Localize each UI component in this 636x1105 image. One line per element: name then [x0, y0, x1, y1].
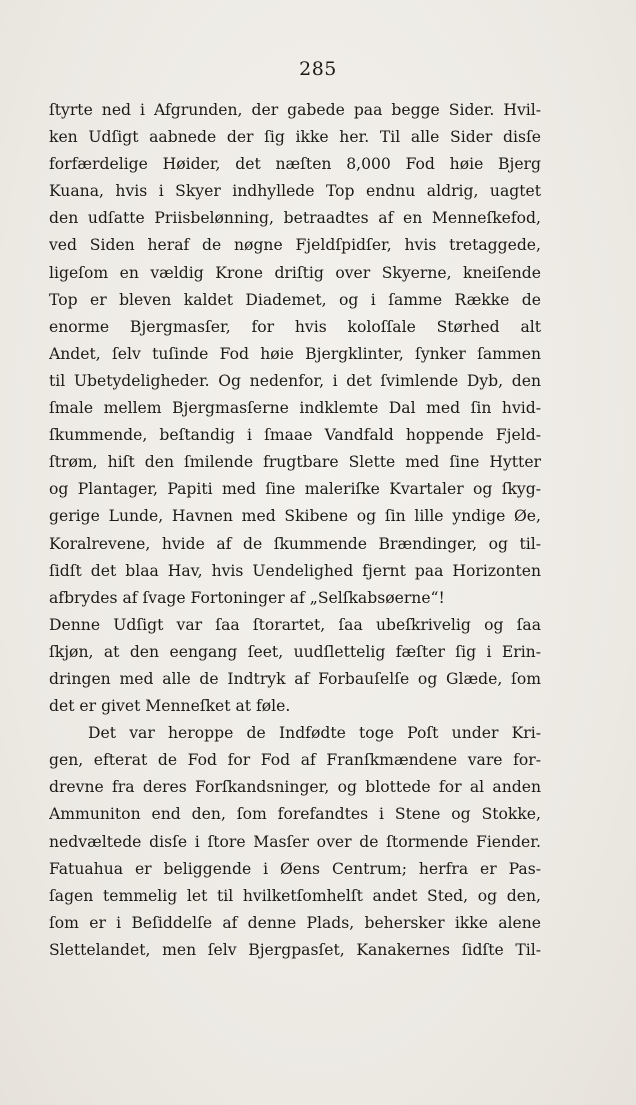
text-line: til Ubetydeligheder. Og nedenfor, i det ſvimlende Dyb, den [49, 371, 541, 390]
body-text [49, 97, 541, 964]
paragraph-end-line: det er givet Menneſket at føle. [49, 697, 291, 716]
paragraph-start-line: Det var heroppe de Indfødte toge Poſt under Kri- [88, 724, 541, 743]
text-line: og Plantager, Papiti med ſine maleriſke Kvartaler og ſkyg- [49, 480, 541, 499]
text-line: ſagen temmelig let til hvilketſomhelſt andet Sted, og den, [49, 886, 541, 905]
text-line: forfærdelige Høider, det næſten 8,000 Fod høie Bjerg [49, 155, 541, 174]
text-line: nedvæltede disſe i ſtore Masſer over de ſtormende Fiender. [49, 832, 541, 851]
text-line: ſmale mellem Bjergmasſerne indklemte Dal med ſin hvid- [49, 399, 541, 418]
text-line: enorme Bjergmasſer, for hvis koloſſale Størhed alt [49, 317, 541, 336]
text-line: Fatuahua er beliggende i Øens Centrum; herfra er Pas- [49, 859, 541, 878]
text-line: Andet, ſelv tuſinde Fod høie Bjergklinter, ſynker ſammen [49, 344, 541, 363]
text-line: Koralrevene, hvide af de ſkummende Brændinger, og til- [49, 534, 541, 553]
text-line: ſidſt det blaa Hav, hvis Uendelighed fjernt paa Horizonten [49, 561, 541, 580]
text-line: Ammuniton end den, ſom forefandtes i Stene og Stokke, [49, 805, 541, 824]
text-line: ſtrøm, hiſt den ſmilende frugtbare Slette med ſine Hytter [49, 453, 541, 472]
text-line: gerige Lunde, Havnen med Skibene og ſin lille yndige Øe, [49, 507, 541, 526]
text-line: ſkjøn, at den eengang ſeet, uudſlettelig fæſter ſig i Erin- [49, 642, 541, 661]
text-line: ſkummende, beſtandig i ſmaae Vandfald hoppende Fjeld- [49, 426, 541, 445]
text-line: ved Siden heraf de nøgne Fjeldſpidſer, hvis tretaggede, [49, 236, 541, 255]
text-line: Top er bleven kaldet Diademet, og i ſamme Række de [49, 290, 541, 309]
text-line: den udſatte Priisbelønning, betraadtes af en Menneſkefod, [49, 209, 541, 228]
text-line: gen, efterat de Fod for Fod af Franſkmændene vare for- [49, 751, 541, 770]
text-line: Kuana, hvis i Skyer indhyllede Top endnu aldrig, uagtet [49, 182, 541, 201]
page-number: 285 [299, 58, 337, 80]
text-line: drevne fra deres Forſkandsninger, og blottede for al anden [49, 778, 541, 797]
text-line: ken Udſigt aabnede der ſig ikke her. Til alle Sider disſe [49, 128, 541, 147]
text-line: ſom er i Beſiddelſe af denne Plads, behersker ikke alene [49, 913, 541, 932]
text-line: Slettelandet, men ſelv Bjergpasſet, Kanakernes ſidſte Til- [49, 940, 541, 959]
text-line: ligeſom en vældig Krone driſtig over Skyerne, kneiſende [49, 263, 541, 282]
text-line: ſtyrte ned i Afgrunden, der gabede paa begge Sider. Hvil- [49, 101, 541, 119]
text-line: dringen med alle de Indtryk af Forbauſelſe og Glæde, ſom [49, 669, 541, 688]
text-line: afbrydes af ſvage Fortoninger af „Selſkabsøerne“! [49, 588, 445, 607]
text-line: Denne Udſigt var ſaa ſtorartet, ſaa ubeſkrivelig og ſaa [49, 615, 541, 634]
